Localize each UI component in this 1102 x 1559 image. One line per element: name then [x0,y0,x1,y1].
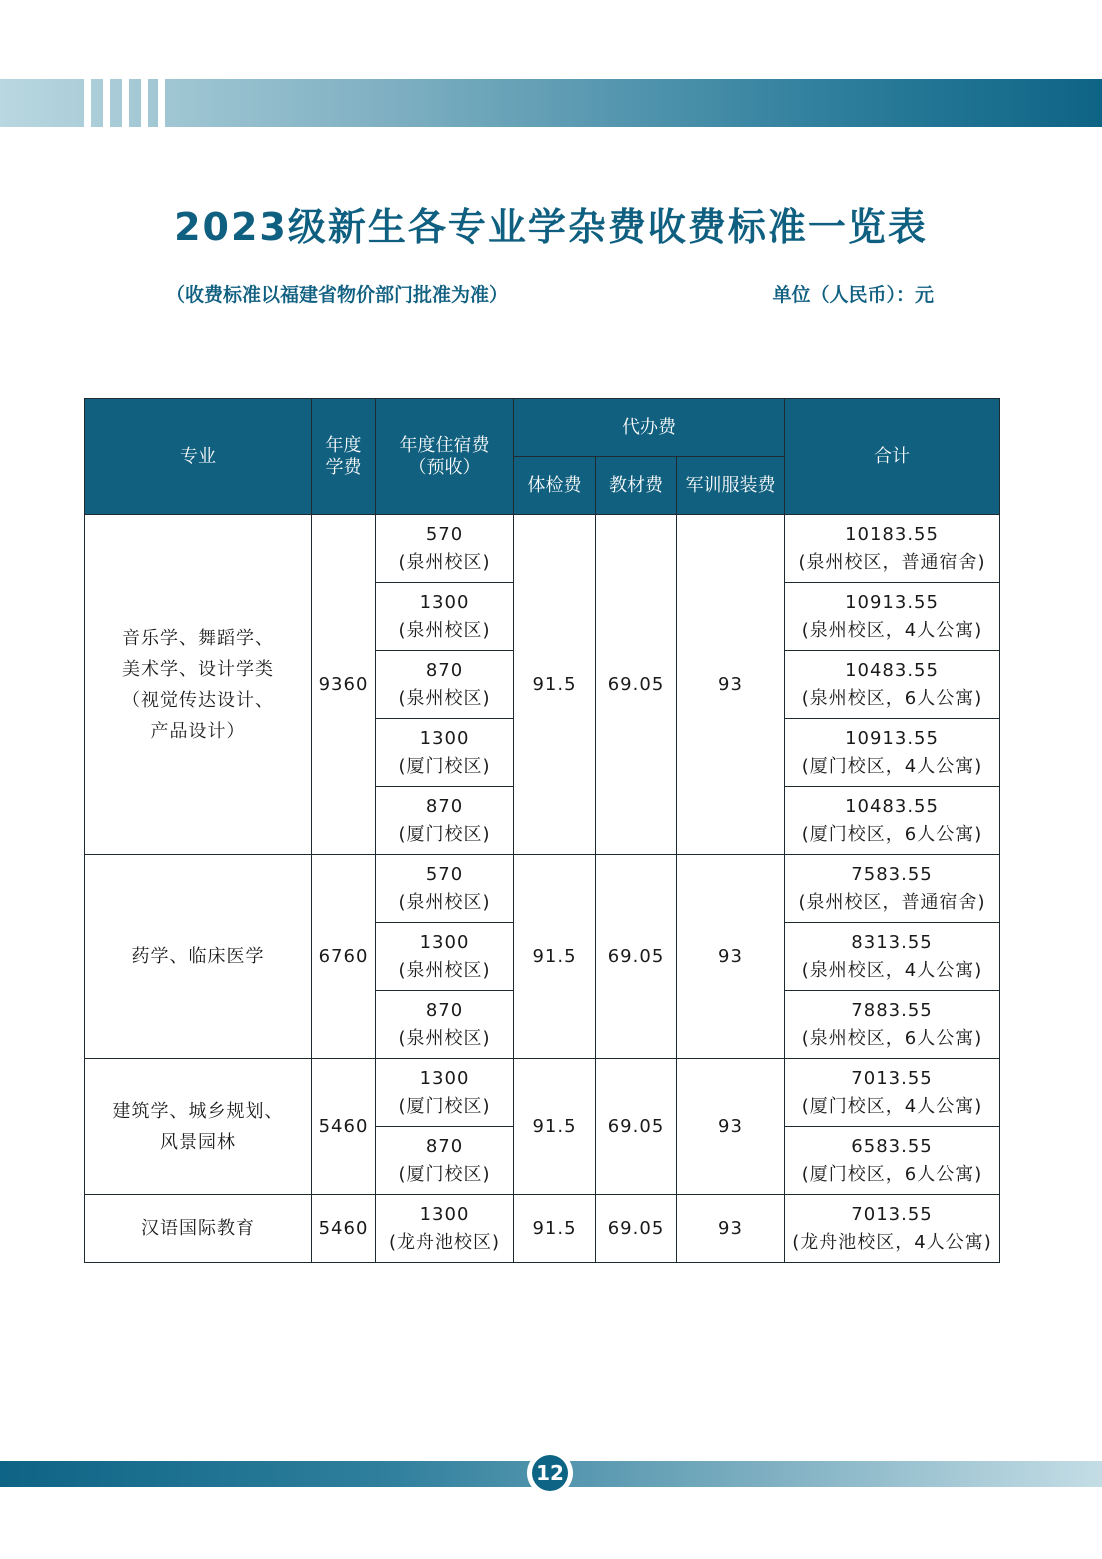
cell-books: 69.05 [596,1059,677,1195]
dorm-fee: 870 [425,795,464,817]
dorm-campus: (厦门校区) [398,755,491,777]
total-note: (厦门校区，4人公寓) [801,755,983,777]
cell-dorm [376,583,514,651]
total-amount: 10483.55 [845,795,939,817]
top-banner [0,79,1102,127]
cell-medical: 91.5 [514,1059,596,1195]
dorm-fee: 1300 [419,591,470,613]
cell-total [785,515,1000,583]
header-medical: 体检费 [514,457,596,515]
dorm-fee: 1300 [419,727,470,749]
cell-dorm [376,1195,514,1263]
header-dorm-line1: 年度住宿费 [399,434,490,456]
header-tuition-line2: 学费 [325,456,362,478]
banner-stripe [141,79,148,127]
cell-uniform: 93 [677,855,785,1059]
major-line: 汉语国际教育 [141,1218,255,1239]
cell-major [85,515,312,855]
total-note: (厦门校区，6人公寓) [801,823,983,845]
dorm-fee: 1300 [419,931,470,953]
cell-tuition: 5460 [312,1059,376,1195]
total-amount: 7013.55 [851,1067,933,1089]
cell-major [85,855,312,1059]
cell-medical: 91.5 [514,1195,596,1263]
cell-dorm [376,1059,514,1127]
cell-major [85,1195,312,1263]
dorm-campus: (龙舟池校区) [388,1231,501,1253]
major-line: 风景园林 [160,1131,236,1153]
header-dorm-line2: （预收） [408,456,481,478]
major-line: 建筑学、城乡规划、 [112,1100,284,1122]
banner-stripe [158,79,165,127]
banner-stripe [103,79,110,127]
top-banner-gradient [0,79,1102,127]
dorm-campus: (厦门校区) [398,1163,491,1185]
table-row [85,1059,1000,1127]
table-row [85,515,1000,583]
dorm-campus: (泉州校区) [398,1027,491,1049]
cell-major [85,1059,312,1195]
cell-tuition: 6760 [312,855,376,1059]
subtitle-note: （收费标准以福建省物价部门批准为准） [166,284,509,306]
total-note: (厦门校区，6人公寓) [801,1163,983,1185]
dorm-campus: (厦门校区) [398,1095,491,1117]
total-note: (泉州校区，6人公寓) [801,1027,983,1049]
cell-total [785,991,1000,1059]
total-amount: 7583.55 [851,863,933,885]
total-note: (厦门校区，4人公寓) [801,1095,983,1117]
cell-dorm [376,923,514,991]
cell-total [785,787,1000,855]
total-amount: 10483.55 [845,659,939,681]
cell-total [785,1059,1000,1127]
total-amount: 8313.55 [851,931,933,953]
dorm-campus: (泉州校区) [398,687,491,709]
dorm-campus: (泉州校区) [398,891,491,913]
header-agency: 代办费 [514,399,785,457]
table-row [85,855,1000,923]
dorm-fee: 570 [425,523,464,545]
header-books: 教材费 [596,457,677,515]
major-line: 美术学、设计学类 [122,658,274,680]
page-title: 2023级新生各专业学杂费收费标准一览表 [174,205,928,249]
header-total: 合计 [785,399,1000,515]
dorm-campus: (厦门校区) [398,823,491,845]
total-amount: 10913.55 [845,727,939,749]
total-note: (泉州校区，普通宿舍) [798,551,986,573]
fee-table-body [85,515,1000,1263]
dorm-campus: (泉州校区) [398,619,491,641]
fee-table [84,398,1000,1263]
cell-total [785,719,1000,787]
header-tuition-line1: 年度 [325,434,362,456]
cell-tuition: 5460 [312,1195,376,1263]
cell-dorm [376,991,514,1059]
cell-uniform: 93 [677,1059,785,1195]
dorm-fee: 1300 [419,1067,470,1089]
total-amount: 6583.55 [851,1135,933,1157]
unit-label: 单位（人民币）：元 [772,284,934,306]
cell-tuition: 9360 [312,515,376,855]
cell-dorm [376,787,514,855]
dorm-campus: (泉州校区) [398,551,491,573]
total-note: (泉州校区，6人公寓) [801,687,983,709]
header-tuition [312,399,376,515]
total-amount: 7883.55 [851,999,933,1021]
cell-dorm [376,1127,514,1195]
total-amount: 10913.55 [845,591,939,613]
table-row [85,1195,1000,1263]
cell-books: 69.05 [596,515,677,855]
cell-total [785,583,1000,651]
total-note: (泉州校区，4人公寓) [801,959,983,981]
banner-stripe [122,79,129,127]
cell-total [785,923,1000,991]
cell-books: 69.05 [596,855,677,1059]
cell-uniform: 93 [677,515,785,855]
major-line: 音乐学、舞蹈学、 [122,627,274,649]
total-amount: 10183.55 [845,523,939,545]
cell-total [785,855,1000,923]
cell-total [785,651,1000,719]
major-line: 药学、临床医学 [131,946,265,967]
cell-medical: 91.5 [514,855,596,1059]
banner-stripe [84,79,91,127]
cell-medical: 91.5 [514,515,596,855]
major-line: 产品设计） [150,720,246,742]
header-dorm [376,399,514,515]
total-note: (龙舟池校区，4人公寓) [792,1231,992,1253]
cell-dorm [376,719,514,787]
cell-books: 69.05 [596,1195,677,1263]
total-note: (泉州校区，4人公寓) [801,619,983,641]
header-major: 专业 [85,399,312,515]
cell-uniform: 93 [677,1195,785,1263]
cell-dorm [376,855,514,923]
cell-total [785,1195,1000,1263]
page-number-badge [527,1450,573,1496]
dorm-fee: 870 [425,1135,464,1157]
dorm-fee: 870 [425,659,464,681]
cell-total [785,1127,1000,1195]
major-line: （视觉传达设计、 [122,689,274,711]
dorm-fee: 570 [425,863,464,885]
cell-dorm [376,515,514,583]
total-amount: 7013.55 [851,1203,933,1225]
total-note: (泉州校区，普通宿舍) [798,891,986,913]
cell-dorm [376,651,514,719]
dorm-campus: (泉州校区) [398,959,491,981]
dorm-fee: 870 [425,999,464,1021]
header-uniform: 军训服装费 [677,457,785,515]
page-number: 12 [532,1455,568,1491]
dorm-fee: 1300 [419,1203,470,1225]
